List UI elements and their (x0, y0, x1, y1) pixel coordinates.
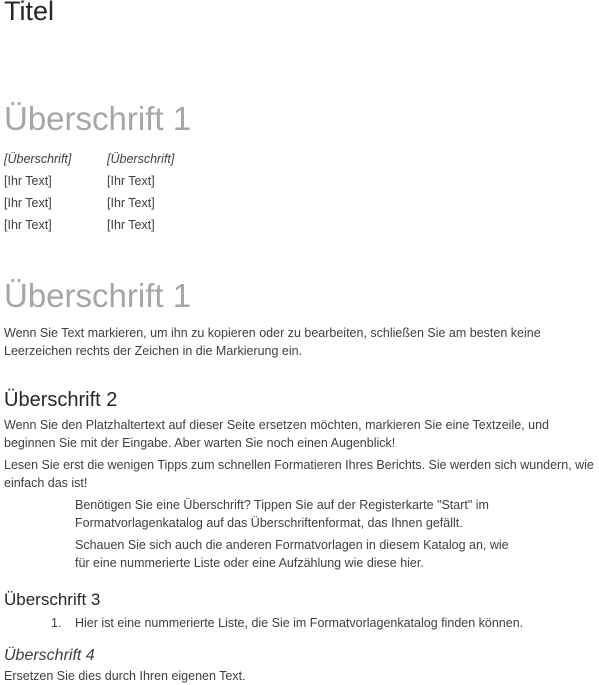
heading-4: Überschrift 4 (4, 647, 95, 664)
document-title: Titel (4, 0, 55, 26)
numbered-list (4, 614, 599, 632)
list-item (4, 496, 525, 532)
heading-3: Überschrift 3 (4, 590, 101, 609)
bullet-list (4, 496, 599, 576)
list-number: 1. (51, 616, 62, 630)
paragraph-formatting-tip: Lesen Sie erst die wenigen Tipps zum schnellen Formatieren Ihres Berichts. Sie werden sich wundern, wie einfach das ist! (4, 458, 594, 490)
heading-2: Überschrift 2 (4, 389, 118, 411)
table-cell: [Ihr Text] (4, 218, 52, 232)
paragraph-replace-text: Ersetzen Sie dies durch Ihren eigenen Text. (4, 669, 246, 683)
placeholder-table (4, 148, 227, 236)
table-header-cell: [Überschrift] (4, 152, 72, 166)
list-item-text: Hier ist eine nummerierte Liste, die Sie im Formatvorlagenkatalog finden können. (75, 616, 524, 630)
table-header-row (4, 148, 227, 170)
table-row (4, 214, 227, 236)
table-cell: [Ihr Text] (4, 174, 52, 188)
bullet-glyph-icon (49, 537, 57, 548)
table-row (4, 170, 227, 192)
paragraph-placeholder-tip: Wenn Sie den Platzhaltertext auf dieser Seite ersetzen möchten, markieren Sie eine Textzeile, und beginnen Sie mit der Eingabe. Aber warten Sie noch einen Augenblick! (4, 418, 549, 450)
numbered-list-item (4, 614, 599, 632)
list-item-text: Schauen Sie sich auch die anderen Formatvorlagen in diesem Katalog an, wie für eine nummerierte Liste oder eine Aufzählung wie diese hier. (75, 538, 509, 570)
bullet-glyph-icon (49, 497, 57, 508)
table-row (4, 192, 227, 214)
list-item (4, 536, 525, 572)
heading-1-first: Überschrift 1 (4, 100, 192, 137)
heading-1-second: Überschrift 1 (4, 277, 192, 314)
table-cell: [Ihr Text] (4, 196, 52, 210)
table-header-cell: [Überschrift] (107, 152, 175, 166)
table-cell: [Ihr Text] (107, 196, 155, 210)
paragraph-selection-tip: Wenn Sie Text markieren, um ihn zu kopieren oder zu bearbeiten, schließen Sie am besten keine Leerzeichen rechts der Zeichen in die Markierung ein. (4, 326, 541, 358)
list-item-text: Benötigen Sie eine Überschrift? Tippen Sie auf der Registerkarte "Start" im Formatvorlagenkatalog auf das Überschriftenformat, das Ihnen gefällt. (75, 498, 489, 530)
table-cell: [Ihr Text] (107, 174, 155, 188)
table-cell: [Ihr Text] (107, 218, 155, 232)
